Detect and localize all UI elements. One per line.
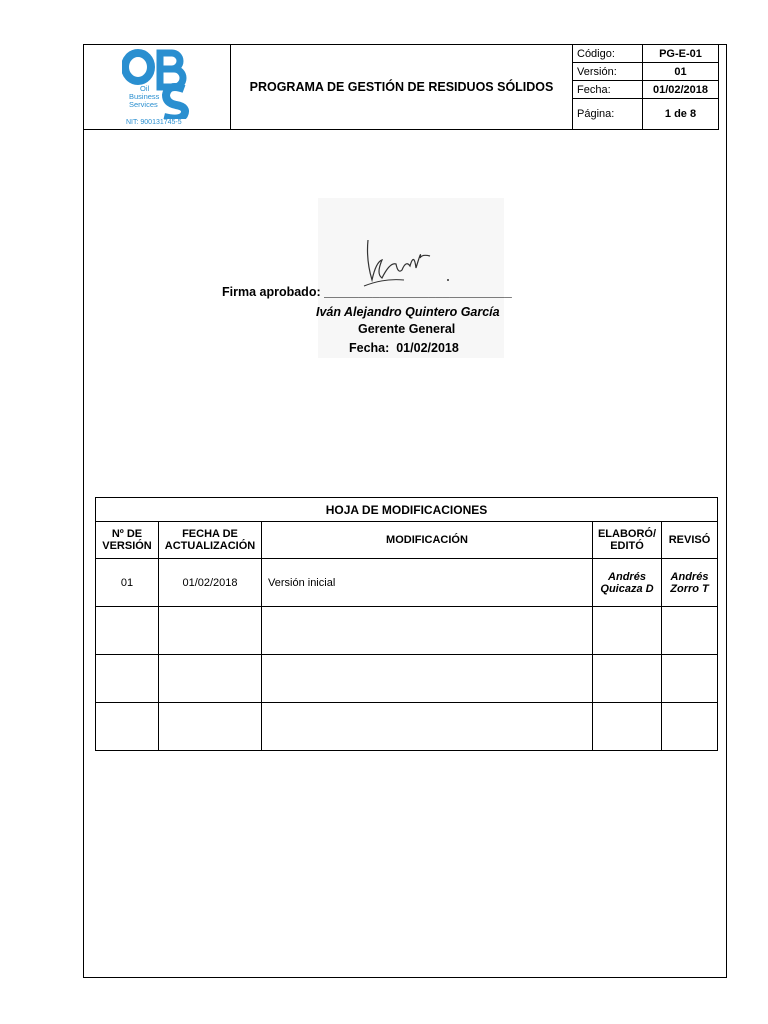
table-cell [593,607,662,655]
signer-name: Iván Alejandro Quintero García [316,305,500,319]
meta-value: 1 de 8 [664,108,697,120]
table-cell [662,607,718,655]
table-header-row [96,522,718,559]
table-cell [159,703,262,751]
meta-label: Fecha: [573,81,643,98]
table-cell: 01 [96,559,159,607]
meta-row-codigo [573,45,718,63]
meta-value: PG-E-01 [659,47,702,60]
table-cell [662,703,718,751]
table-cell [262,607,593,655]
meta-label: Página: [573,99,643,129]
logo-line-2: Business [129,92,160,101]
table-caption: HOJA DE MODIFICACIONES [96,498,718,522]
meta-row-pagina [573,99,718,129]
meta-label: Versión: [573,63,643,80]
table-row [96,655,718,703]
table-row [96,703,718,751]
company-logo [84,45,231,129]
table-cell [96,655,159,703]
document-header [83,44,719,130]
modifications-table [95,497,718,751]
meta-label: Código: [573,45,643,62]
table-cell [159,655,262,703]
column-header: Nº DE VERSIÓN [96,522,159,559]
approval-signature-line: Firma aprobado: ___________________________ [222,285,512,299]
column-header: REVISÓ [662,522,718,559]
meta-value: 01/02/2018 [652,83,709,96]
column-header: ELABORÓ/ EDITÓ [593,522,662,559]
table-cell: Versión inicial [262,559,593,607]
document-meta [573,45,718,129]
table-cell [96,607,159,655]
column-header: MODIFICACIÓN [262,522,593,559]
document-title: PROGRAMA DE GESTIÓN DE RESIDUOS SÓLIDOS [231,45,573,129]
logo-line-3: Services [129,100,158,109]
approval-date: Fecha: 01/02/2018 [349,341,459,355]
table-cell [593,703,662,751]
logo-nit: NIT: 900131745-5 [126,119,182,126]
table-cell [262,655,593,703]
table-cell [593,655,662,703]
meta-row-fecha [573,81,718,99]
meta-row-version [573,63,718,81]
table-cell: 01/02/2018 [159,559,262,607]
table-cell [96,703,159,751]
table-cell [159,607,262,655]
table-cell [262,703,593,751]
table-row [96,559,718,607]
signer-role: Gerente General [358,322,456,336]
table-cell [662,655,718,703]
logo-line-1: Oil [140,84,150,93]
table-cell: Andrés Quicaza D [593,559,662,607]
table-cell: Andrés Zorro T [662,559,718,607]
column-header: FECHA DE ACTUALIZACIÓN [159,522,262,559]
meta-value: 01 [674,65,687,78]
table-row [96,607,718,655]
